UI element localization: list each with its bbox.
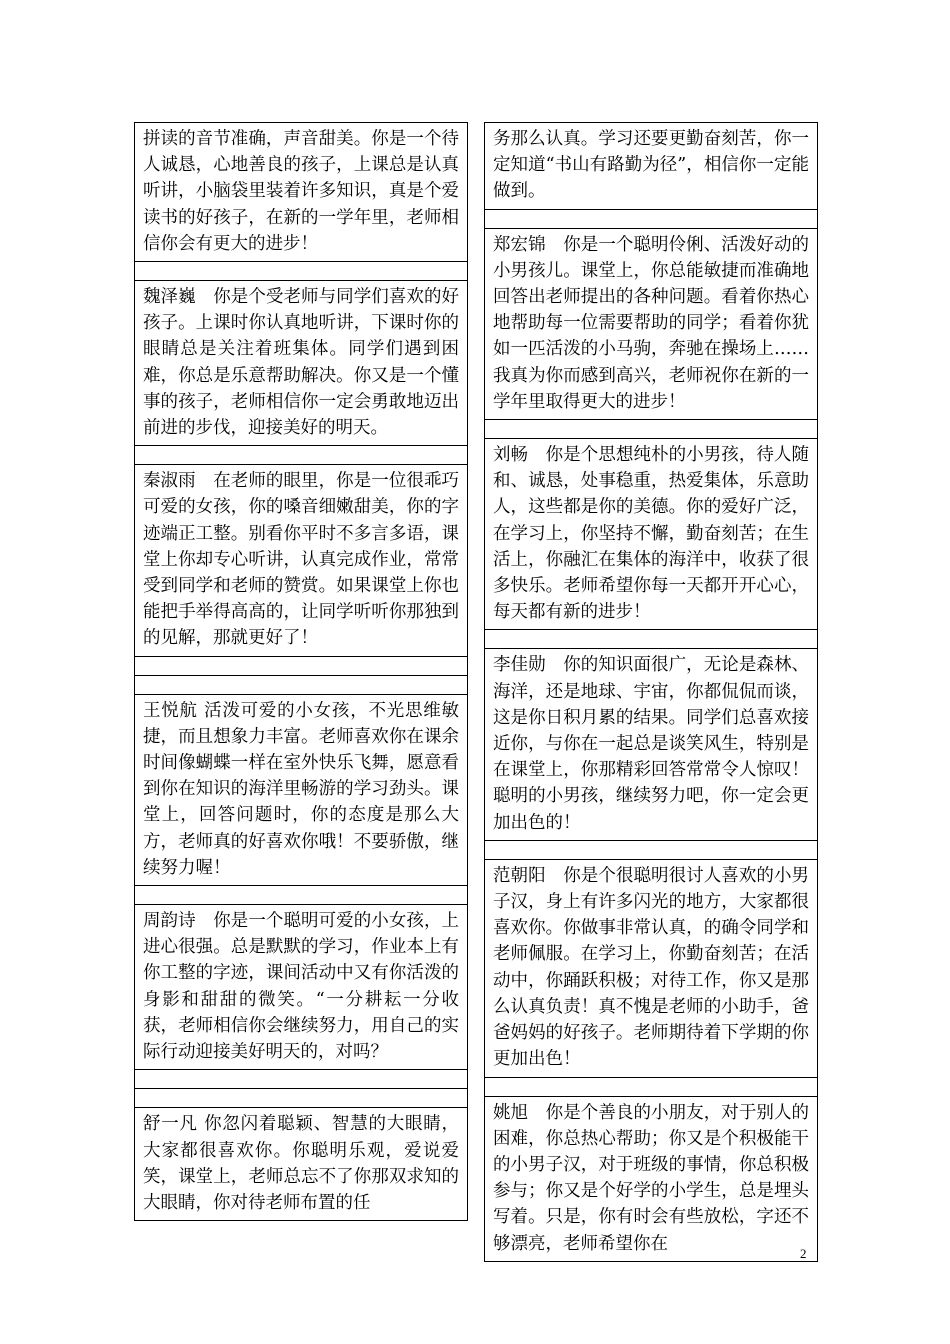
empty-row xyxy=(135,262,467,281)
empty-row xyxy=(135,1089,467,1108)
empty-row xyxy=(135,886,467,905)
right-comment-column xyxy=(484,122,818,1262)
comment-cell: 拼读的音节准确，声音甜美。你是一个待人诚恳，心地善良的孩子，上课总是认真听讲，小脑袋里装着许多知识，真是个爱读书的好孩子，在新的一学年里，老师相信你会有更大的进步！ xyxy=(135,123,467,262)
comment-cell: 范朝阳 你是个很聪明很讨人喜欢的小男子汉，身上有许多闪光的地方，大家都很喜欢你。你做事非常认真，的确令同学和老师佩服。在学习上，你勤奋刻苦；在活动中，你踊跃积极；对待工作，你又是那么认真负责！真不愧是老师的小助手，爸爸妈妈的好孩子。老师期待着下学期的你更加出色！ xyxy=(485,860,817,1078)
comment-cell: 郑宏锦 你是一个聪明伶俐、活泼好动的小男孩儿。课堂上，你总能敏捷而准确地回答出老师提出的各种问题。看着你热心地帮助每一位需要帮助的同学；看着你犹如一匹活泼的小马驹，奔驰在操场上……我真为你而感到高兴，老师祝你在新的一学年里取得更大的进步！ xyxy=(485,229,817,420)
comment-cell: 周韵诗 你是一个聪明可爱的小女孩，上进心很强。总是默默的学习，作业本上有你工整的字迹，课间活动中又有你活泼的身影和甜甜的微笑。“一分耕耘一分收获，老师相信你会继续努力，用自己的实际行动迎接美好明天的，对吗？ xyxy=(135,905,467,1070)
comment-cell: 王悦航 活泼可爱的小女孩，不光思维敏捷，而且想象力丰富。老师喜欢你在课余时间像蝴蝶一样在室外快乐飞舞，愿意看到你在知识的海洋里畅游的学习劲头。课堂上，回答问题时，你的态度是那么大方，老师真的好喜欢你哦！不要骄傲，继续努力喔！ xyxy=(135,695,467,886)
comment-cell: 舒一凡 你忽闪着聪颖、智慧的大眼睛，大家都很喜欢你。你聪明乐观，爱说爱笑，课堂上，老师总忘不了你那双求知的大眼睛，你对待老师布置的任 xyxy=(135,1108,467,1221)
comment-cell: 姚旭 你是个善良的小朋友，对于别人的困难，你总热心帮助；你又是个积极能干的小男子汉，对于班级的事情，你总积极参与；你又是个好学的小学生，总是埋头写着。只是，你有时会有些放松，字还不够漂亮，老师希望你在 xyxy=(485,1097,817,1262)
comment-cell: 李佳勋 你的知识面很广，无论是森林、海洋，还是地球、宇宙，你都侃侃而谈，这是你日积月累的结果。同学们总喜欢接近你，与你在一起总是谈笑风生，特别是在课堂上，你那精彩回答常常令人惊叹！聪明的小男孩，继续努力吧，你一定会更加出色的！ xyxy=(485,649,817,840)
comment-cell: 务那么认真。学习还要更勤奋刻苦，你一定知道“书山有路勤为径”，相信你一定能做到。 xyxy=(485,123,817,210)
comment-cell: 魏泽巍 你是个受老师与同学们喜欢的好孩子。上课时你认真地听讲，下课时你的眼睛总是关注着班集体。同学们遇到困难，你总是乐意帮助解决。你又是一个懂事的孩子，老师相信你一定会勇敢地迈出前进的步伐，迎接美好的明天。 xyxy=(135,281,467,446)
comment-cell: 秦淑雨 在老师的眼里，你是一位很乖巧可爱的女孩，你的嗓音细嫩甜美，你的字迹端正工整。别看你平时不多言多语，课堂上你却专心听讲，认真完成作业，常常受到同学和老师的赞赏。如果课堂上你也能把手举得高高的，让同学听听你那独到的见解，那就更好了！ xyxy=(135,465,467,656)
empty-row xyxy=(135,676,467,695)
empty-row xyxy=(485,420,817,439)
empty-row xyxy=(135,1070,467,1089)
page-number: 2 xyxy=(800,1246,807,1261)
empty-row xyxy=(485,1078,817,1097)
empty-row xyxy=(135,446,467,465)
empty-row xyxy=(485,210,817,229)
empty-row xyxy=(485,630,817,649)
empty-row xyxy=(485,841,817,860)
left-comment-column xyxy=(134,122,468,1221)
comment-cell: 刘畅 你是个思想纯朴的小男孩，待人随和、诚恳，处事稳重，热爱集体，乐意助人，这些都是你的美德。你的爱好广泛，在学习上，你坚持不懈，勤奋刻苦；在生活上，你融汇在集体的海洋中，收获了很多快乐。老师希望你每一天都开开心心，每天都有新的进步！ xyxy=(485,439,817,630)
empty-row xyxy=(135,657,467,676)
